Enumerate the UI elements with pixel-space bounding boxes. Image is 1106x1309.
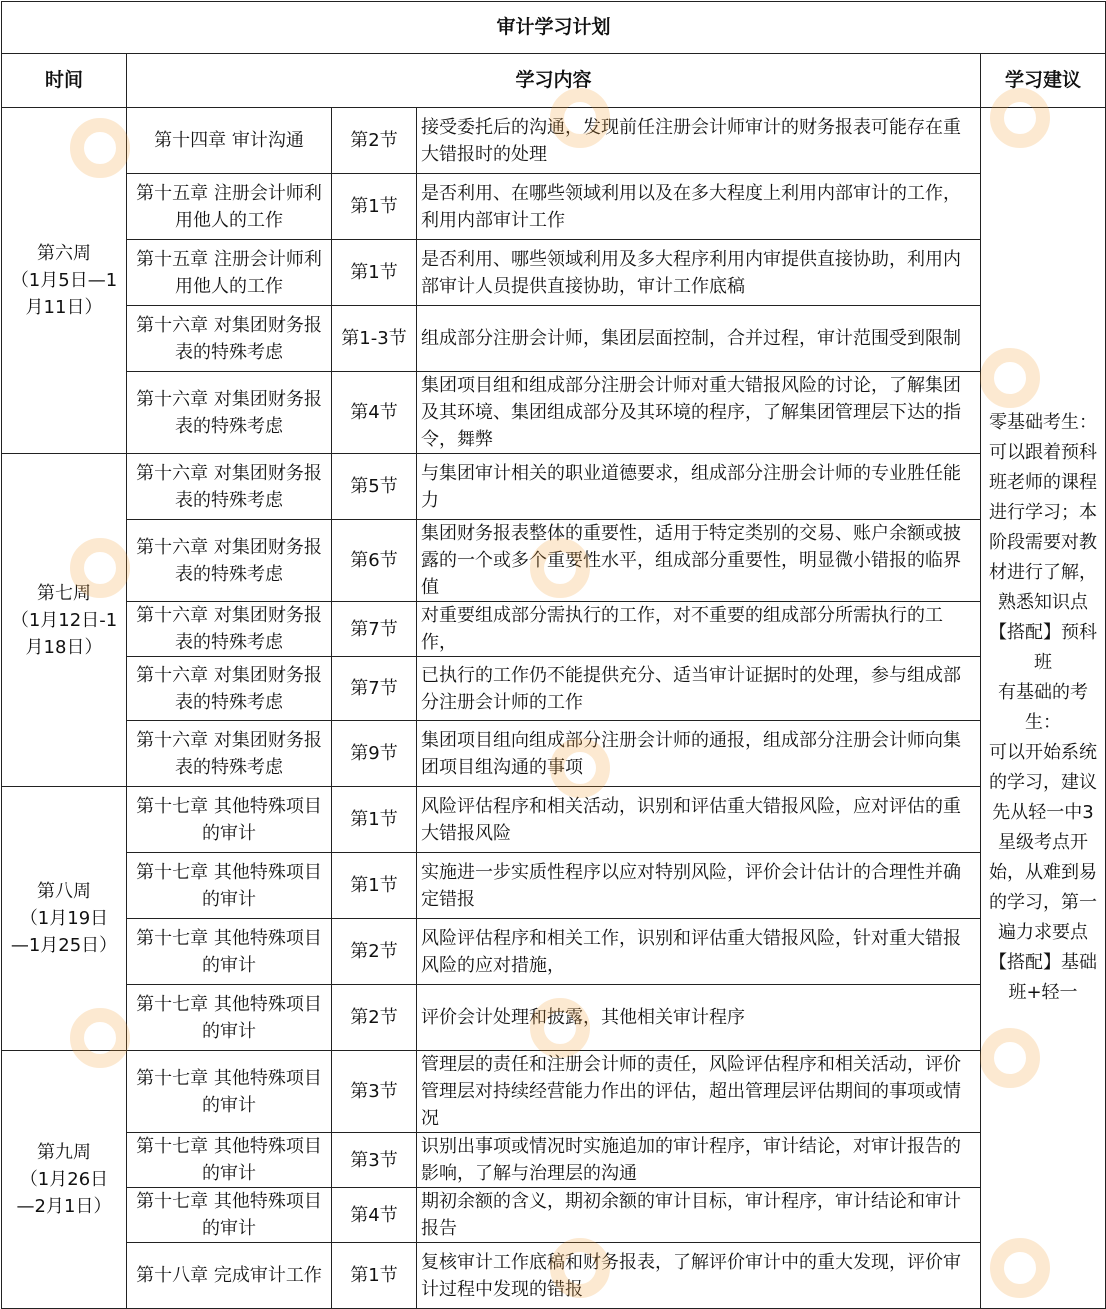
- week-cell: [2, 454, 127, 787]
- content-cell: 集团项目组向组成部分注册会计师的通报，组成部分注册会计师向集团项目组沟通的事项: [417, 721, 981, 787]
- section-cell: 第2节: [332, 919, 417, 985]
- section-cell: 第3节: [332, 1051, 417, 1133]
- chapter-cell: 第十七章 其他特殊项目的审计: [127, 1188, 332, 1243]
- content-cell: 已执行的工作仍不能提供充分、适当审计证据时的处理，参与组成部分注册会计师的工作: [417, 657, 981, 721]
- chapter-cell: 第十四章 审计沟通: [127, 108, 332, 174]
- week-cell: [2, 108, 127, 454]
- advice-line: 班老师的课程: [989, 472, 1098, 493]
- content-cell: 风险评估程序和相关活动，识别和评估重大错报风险，应对评估的重大错报风险: [417, 787, 981, 853]
- week-cell: [2, 1051, 127, 1309]
- chapter-cell: 第十七章 其他特殊项目的审计: [127, 1133, 332, 1188]
- content-cell: 是否利用、在哪些领域利用以及在多大程度上利用内部审计的工作，利用内部审计工作: [417, 174, 981, 240]
- page-title: 审计学习计划: [2, 2, 1106, 54]
- section-cell: 第9节: [332, 721, 417, 787]
- week-date-range: —1月25日）: [10, 935, 118, 956]
- content-cell: 集团项目组和组成部分注册会计师对重大错报风险的讨论，了解集团及其环境、集团组成部分及其环境的程序，了解集团管理层下达的指令，舞弊: [417, 372, 981, 454]
- advice-line: 熟悉知识点: [998, 592, 1089, 613]
- content-cell: 接受委托后的沟通，发现前任注册会计师审计的财务报表可能存在重大错报时的处理: [417, 108, 981, 174]
- advice-line: 材进行了解，: [989, 562, 1098, 583]
- content-cell: 识别出事项或情况时实施追加的审计程序，审计结论，对审计报告的影响，了解与治理层的沟通: [417, 1133, 981, 1188]
- chapter-cell: 第十五章 注册会计师利用他人的工作: [127, 240, 332, 306]
- chapter-cell: 第十六章 对集团财务报表的特殊考虑: [127, 602, 332, 657]
- week-date-range: 月18日）: [25, 636, 103, 658]
- content-cell: 风险评估程序和相关工作，识别和评估重大错报风险，针对重大错报风险的应对措施，: [417, 919, 981, 985]
- advice-line: 先从轻一中3: [992, 802, 1094, 823]
- chapter-cell: 第十六章 对集团财务报表的特殊考虑: [127, 372, 332, 454]
- week-date-range: 月11日）: [25, 297, 103, 318]
- section-cell: 第1节: [332, 853, 417, 919]
- section-cell: 第1节: [332, 1243, 417, 1309]
- content-cell: 评价会计处理和披露，其他相关审计程序: [417, 985, 981, 1051]
- advice-line: 进行学习；本: [989, 502, 1098, 523]
- content-cell: 是否利用、哪些领域利用及多大程序利用内审提供直接协助，利用内部审计人员提供直接协助，审计工作底稿: [417, 240, 981, 306]
- advice-line: 【搭配】预科: [989, 622, 1098, 643]
- week-label: 第六周: [37, 243, 91, 264]
- chapter-cell: 第十五章 注册会计师利用他人的工作: [127, 174, 332, 240]
- week-cell: [2, 787, 127, 1051]
- advice-line: 遍力求要点: [998, 922, 1089, 943]
- section-cell: 第6节: [332, 520, 417, 602]
- chapter-cell: 第十六章 对集团财务报表的特殊考虑: [127, 454, 332, 520]
- advice-line: 星级考点开: [998, 832, 1089, 853]
- advice-line: 生：: [1025, 712, 1062, 733]
- advice-cell: [981, 108, 1106, 1309]
- advice-line: 可以跟着预科: [989, 442, 1098, 463]
- section-cell: 第2节: [332, 108, 417, 174]
- advice-line: 班: [1034, 652, 1053, 673]
- study-plan-table: [1, 1, 1106, 1309]
- advice-line: 可以开始系统: [989, 742, 1098, 763]
- section-cell: 第1节: [332, 240, 417, 306]
- chapter-cell: 第十八章 完成审计工作: [127, 1243, 332, 1309]
- section-cell: 第3节: [332, 1133, 417, 1188]
- section-cell: 第4节: [332, 372, 417, 454]
- advice-line: 始，从难到易: [989, 862, 1098, 883]
- chapter-cell: 第十六章 对集团财务报表的特殊考虑: [127, 657, 332, 721]
- week-date-range: —2月1日）: [16, 1196, 112, 1217]
- chapter-cell: 第十六章 对集团财务报表的特殊考虑: [127, 306, 332, 372]
- week-label: 第八周: [37, 881, 91, 902]
- advice-text: [984, 408, 1102, 1008]
- section-cell: 第1-3节: [332, 306, 417, 372]
- chapter-cell: 第十七章 其他特殊项目的审计: [127, 1051, 332, 1133]
- advice-line: 【搭配】基础: [989, 952, 1098, 973]
- week-date-range: （1月26日: [19, 1169, 109, 1190]
- content-cell: 管理层的责任和注册会计师的责任，风险评估程序和相关活动，评价管理层对持续经营能力作出的评估，超出管理层评估期间的事项或情况: [417, 1051, 981, 1133]
- content-cell: 期初余额的含义，期初余额的审计目标，审计程序，审计结论和审计报告: [417, 1188, 981, 1243]
- week-label: 第九周: [37, 1142, 91, 1163]
- advice-line: 的学习，第一: [989, 892, 1098, 913]
- header-content: 学习内容: [127, 54, 981, 108]
- section-cell: 第1节: [332, 174, 417, 240]
- chapter-cell: 第十七章 其他特殊项目的审计: [127, 919, 332, 985]
- week-date-range: （1月5日—1: [10, 270, 118, 291]
- section-cell: 第5节: [332, 454, 417, 520]
- advice-line: 的学习，建议: [989, 772, 1098, 793]
- advice-line: 阶段需要对教: [989, 532, 1098, 553]
- chapter-cell: 第十七章 其他特殊项目的审计: [127, 787, 332, 853]
- advice-line: 班+轻一: [1008, 982, 1078, 1003]
- advice-line: 零基础考生：: [989, 412, 1098, 433]
- content-cell: 集团财务报表整体的重要性，适用于特定类别的交易、账户余额或披露的一个或多个重要性水平，组成部分重要性，明显微小错报的临界值: [417, 520, 981, 602]
- chapter-cell: 第十七章 其他特殊项目的审计: [127, 853, 332, 919]
- chapter-cell: 第十七章 其他特殊项目的审计: [127, 985, 332, 1051]
- section-cell: 第4节: [332, 1188, 417, 1243]
- content-cell: 组成部分注册会计师，集团层面控制，合并过程，审计范围受到限制: [417, 306, 981, 372]
- section-cell: 第7节: [332, 602, 417, 657]
- header-time: 时间: [2, 54, 127, 108]
- section-cell: 第7节: [332, 657, 417, 721]
- section-cell: 第1节: [332, 787, 417, 853]
- advice-line: 有基础的考: [998, 682, 1089, 703]
- content-cell: 对重要组成部分需执行的工作，对不重要的组成部分所需执行的工作，: [417, 602, 981, 657]
- content-cell: 实施进一步实质性程序以应对特别风险，评价会计估计的合理性并确定错报: [417, 853, 981, 919]
- week-date-range: （1月12日-1: [10, 609, 118, 631]
- header-advice: 学习建议: [981, 54, 1106, 108]
- content-cell: 与集团审计相关的职业道德要求，组成部分注册会计师的专业胜任能力: [417, 454, 981, 520]
- week-date-range: （1月19日: [19, 908, 109, 929]
- chapter-cell: 第十六章 对集团财务报表的特殊考虑: [127, 721, 332, 787]
- content-cell: 复核审计工作底稿和财务报表，了解评价审计中的重大发现，评价审计过程中发现的错报: [417, 1243, 981, 1309]
- week-label: 第七周: [37, 582, 91, 604]
- chapter-cell: 第十六章 对集团财务报表的特殊考虑: [127, 520, 332, 602]
- section-cell: 第2节: [332, 985, 417, 1051]
